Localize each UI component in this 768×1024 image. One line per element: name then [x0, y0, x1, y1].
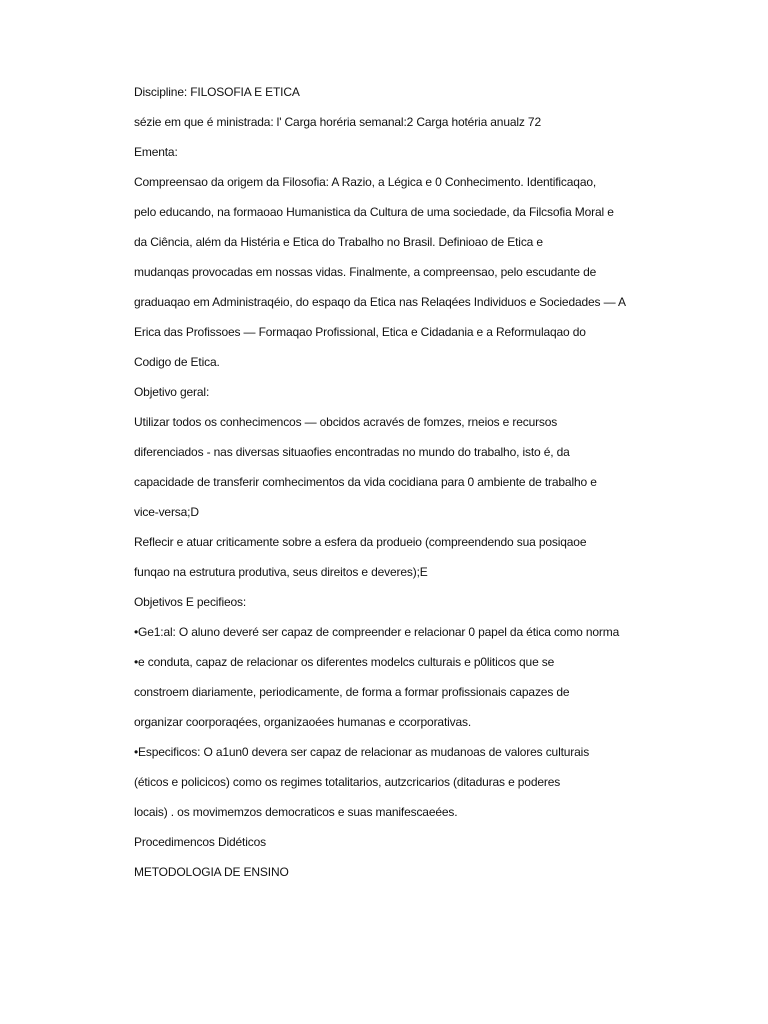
- ementa-text-line: Erica das Profissoes — Formaqao Profissional, Etica e Cidadania e a Reformulaqao do: [134, 325, 586, 339]
- especificos-text-line: •Especificos: O a1un0 devera ser capaz de relacionar as mudanoas de valores culturais: [134, 745, 590, 759]
- objetivo-text-line: Utilizar todos os conhecimencos — obcidos acravés de fomzes, rneios e recursos: [134, 415, 558, 429]
- especificos-text-line: (éticos e policicos) como os regimes totalitarios, autzcricarios (ditaduras e poderes: [134, 775, 561, 789]
- ementa-text-line: da Ciência, além da Histéria e Etica do Trabalho no Brasil. Definioao de Etica e: [134, 235, 543, 249]
- objetivo-text-line: funqao na estrutura produtiva, seus direitos e deveres);E: [134, 565, 428, 579]
- ementa-text-line: mudanqas provocadas em nossas vidas. Finalmente, a compreensao, pelo escudante de: [134, 265, 597, 279]
- metodologia-heading: METODOLOGIA DE ENSINO: [134, 865, 289, 879]
- objetivo-text-line: vice-versa;D: [134, 505, 199, 519]
- especificos-text-line: organizar coorporaqées, organizaoées humanas e ccorporativas.: [134, 715, 472, 729]
- ementa-text-line: graduaqao em Administraqéio, do espaqo da Etica nas Relaqées Individuos e Sociedades — A: [134, 295, 626, 309]
- especificos-text-line: constroem diariamente, periodicamente, de forma a formar profissionais capazes de: [134, 685, 570, 699]
- especificos-text-line: •e conduta, capaz de relacionar os diferentes modelcs culturais e p0liticos que se: [134, 655, 555, 669]
- especificos-text-line: •Ge1:al: O aluno deveré ser capaz de compreender e relacionar 0 papel da ética como norma: [134, 625, 620, 639]
- objetivo-text-line: capacidade de transferir comhecimentos da vida cocidiana para 0 ambiente de trabalho e: [134, 475, 597, 489]
- ementa-text-line: Compreensao da origem da Filosofia: A Razio, a Légica e 0 Conhecimento. Identificaqao,: [134, 175, 597, 189]
- objetivo-text-line: diferenciados - nas diversas situaofies encontradas no mundo do trabalho, isto é, da: [134, 445, 570, 459]
- ementa-text-line: Codigo de Etica.: [134, 355, 220, 369]
- especificos-text-line: locais) . os movimemzos democraticos e suas manifescaeées.: [134, 805, 458, 819]
- objetivo-geral-heading: Objetivo geral:: [134, 385, 210, 399]
- ementa-text-line: pelo educando, na formaoao Humanistica da Cultura de uma sociedade, da Filcsofia Moral e: [134, 205, 614, 219]
- objetivos-especificos-heading: Objetivos E pecifieos:: [134, 595, 247, 609]
- discipline-line: Discipline: FILOSOFIA E ETICA: [134, 85, 300, 99]
- objetivo-text-line: Reflecir e atuar criticamente sobre a esfera da produeio (compreendendo sua posiqaoe: [134, 535, 587, 549]
- series-workload-line: sézie em que é ministrada: l' Carga horéria semanal:2 Carga hotéria anualz 72: [134, 115, 541, 129]
- ementa-heading: Ementa:: [134, 145, 178, 159]
- procedimentos-heading: Procedimencos Didéticos: [134, 835, 266, 849]
